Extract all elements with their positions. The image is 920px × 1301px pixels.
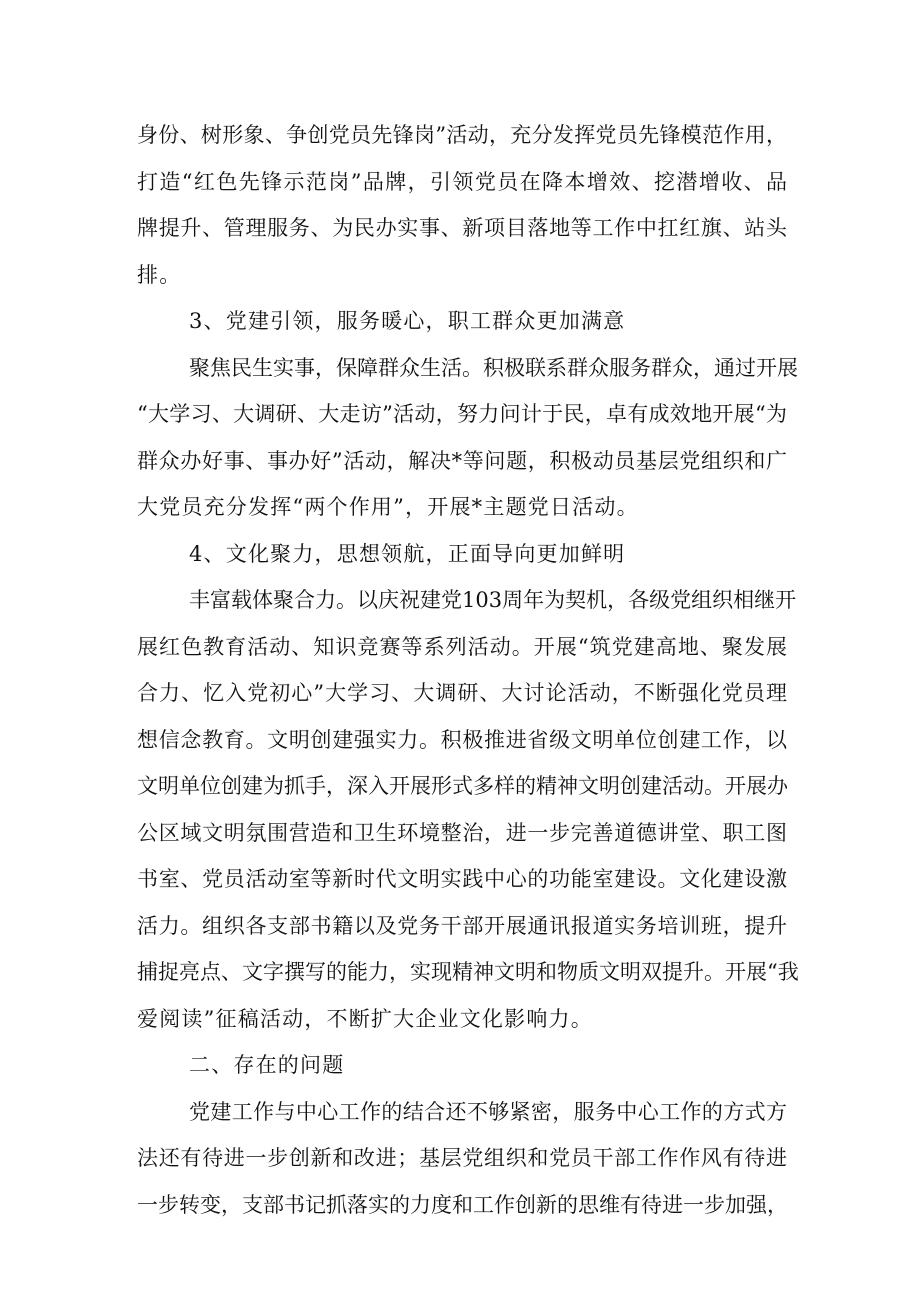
text-line: 群众办好事、事办好”活动，解决*等问题，积极动员基层党组织和广 <box>137 448 787 473</box>
text-line: 打造“红色先锋示范岗”品牌，引领党员在降本增效、挖潜增收、品 <box>137 169 787 194</box>
text-line: 文明单位创建为抓手，深入开展形式多样的精神文明创建活动。开展办 <box>137 774 788 798</box>
text-line: 大党员充分发挥“两个作用”，开展*主题党日活动。 <box>137 495 639 519</box>
text-line: 捕捉亮点、文字撰写的能力，实现精神文明和物质文明双提升。开展“我 <box>137 960 799 984</box>
text-line: 牌提升、管理服务、为民办实事、新项目落地等工作中扛红旗、站头 <box>137 216 787 240</box>
text-line: 展红色教育活动、知识竞赛等系列活动。开展“筑党建高地、聚发展 <box>137 634 787 659</box>
text-line: 公区域文明氛围营造和卫生环境整治，进一步完善道德讲堂、职工图 <box>137 820 787 845</box>
text-line: 法还有待进一步创新和改进；基层党组织和党员干部工作作风有待进 <box>137 1146 787 1170</box>
text-line: 聚焦民生实事，保障群众生活。积极联系群众服务群众，通过开展 <box>189 355 798 380</box>
document-body <box>137 112 799 1228</box>
text-line: 活力。组织各支部书籍以及党务干部开展通讯报道实务培训班，提升 <box>137 913 787 938</box>
text-line: 党建工作与中心工作的结合还不够紧密，服务中心工作的方式方 <box>189 1099 787 1124</box>
text-line: 爱阅读”征稿活动，不断扩大企业文化影响力。 <box>137 1006 593 1031</box>
text-line: 排。 <box>137 262 182 287</box>
text-line: “大学习、大调研、大走访”活动，努力问计于民，卓有成效地开展“为 <box>137 402 787 426</box>
text-line: 合力、忆入党初心”大学习、大调研、大讨论活动，不断强化党员理 <box>137 681 787 705</box>
text-line: 丰富载体聚合力。以庆祝建党103周年为契机，各级党组织相继开 <box>189 588 797 612</box>
text-line: 一步转变，支部书记抓落实的力度和工作创新的思维有待进一步加强， <box>137 1192 788 1217</box>
section-heading-4: 4、文化聚力，思想领航，正面导向更加鲜明 <box>189 541 626 566</box>
text-line: 身份、树形象、争创党员先锋岗”活动，充分发挥党员先锋模范作用， <box>137 123 787 147</box>
text-line: 想信念教育。文明创建强实力。积极推进省级文明单位创建工作，以 <box>137 727 787 752</box>
section-heading-3: 3、党建引领，服务暖心，职工群众更加满意 <box>189 309 626 333</box>
section-heading-2: 二、存在的问题 <box>189 1053 345 1077</box>
text-line: 书室、党员活动室等新时代文明实践中心的功能室建设。文化建设激 <box>137 867 787 891</box>
